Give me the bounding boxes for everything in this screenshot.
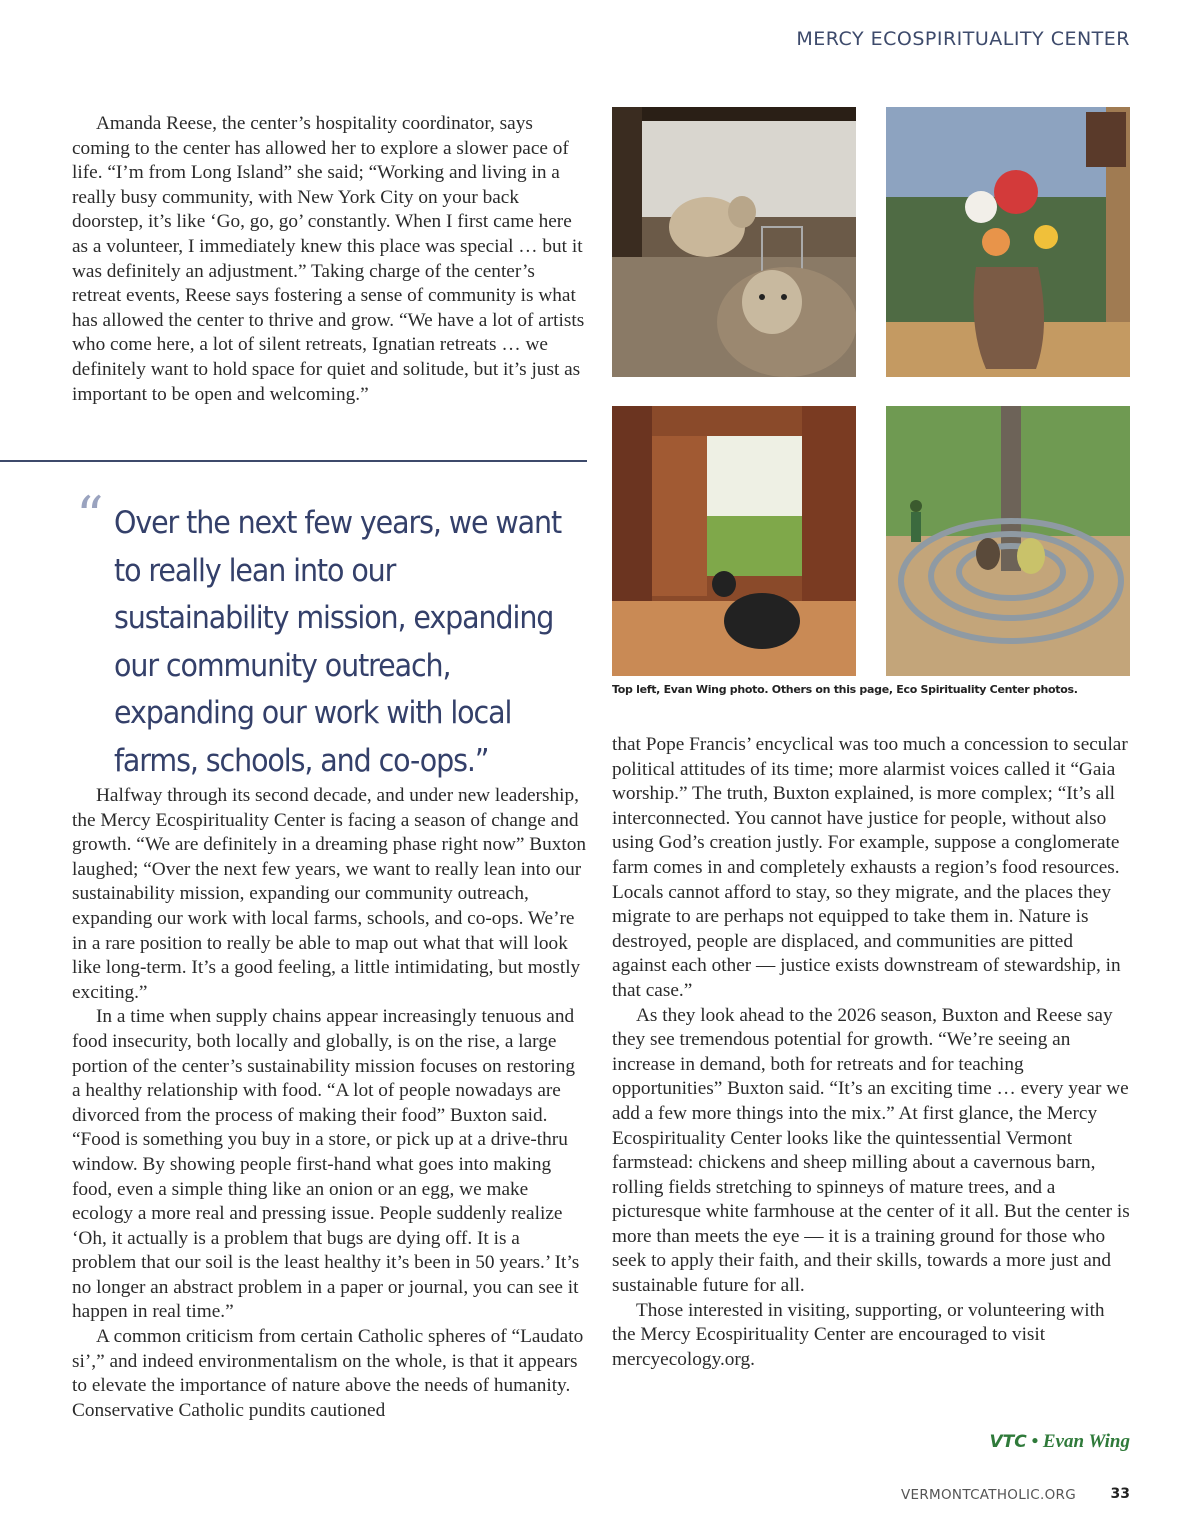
article-paragraph: In a time when supply chains appear increasingly tenuous and food insecurity, both locally and globally, is on the rise, a large portion of the center’s sustainability mission focuses on restoring a healthy relationship with food. “A lot of people nowadays are divorced from the process of making their food” Buxton said. “Food is something you buy in a store, or pick up at a drive-thru window. By showing people first-hand what goes into making food, even a simple thing like an onion or an egg, we make ecology a more real and pressing issue. People suddenly realize ‘Oh, it actually is a problem that bugs are dying off. It is a problem that our soil is the least healthy it’s been in 50 years.’ It’s no longer an abstract problem in a paper or journal, you can see it happen in real time.” <box>72 1006 580 1323</box>
page-number: 33 <box>1110 1486 1130 1502</box>
cat-barn-photo <box>612 406 856 676</box>
byline-separator: • <box>1026 1431 1043 1452</box>
flowers-vase-photo <box>886 107 1130 377</box>
article-paragraph: Amanda Reese, the center’s hospitality coordinator, says coming to the center has allowed her to explore a slower pace of life. “I’m from Long Island” she said; “Working and living in a really busy community, with New York City on your back doorstep, it’s like ‘Go, go, go’ constantly. When I first came here as a volunteer, I immediately knew this place was special … but it was definitely an adjustment.” Taking charge of the center’s retreat events, Reese says fostering a sense of community is what has allowed the center to thrive and grow. “We have a lot of artists who come here, a lot of silent retreats, Ignatian retreats … we definitely want to hold space for quiet and solitude, but it’s just as important to be open and welcoming.” <box>72 113 585 405</box>
stone-labyrinth-photo <box>886 406 1130 676</box>
footer-website: VERMONTCATHOLIC.ORG <box>901 1487 1076 1503</box>
article-paragraph: As they look ahead to the 2026 season, Buxton and Reese say they see tremendous potential for growth. “We’re seeing an increase in demand, both for retreats and for teaching opportunities” Buxton said. “It’s an exciting time … every year we add a few more things into the mix.” At first glance, the Mercy Ecospirituality Center looks like the quintessential Vermont farmstead: chickens and sheep milling about a cavernous barn, rolling fields stretching to spinneys of mature trees, and a picturesque white farmhouse at the center of it all. But the center is more than meets the eye — it is a training ground for those who seek to apply their faith, and their skills, towards a more just and sustainable future for all. <box>612 1004 1130 1297</box>
divider-rule <box>0 460 587 462</box>
byline-author: Evan Wing <box>1042 1431 1130 1452</box>
section-header: MERCY ECOSPIRITUALITY CENTER <box>796 28 1130 50</box>
article-column-left-bottom <box>72 784 588 1423</box>
photo-caption: Top left, Evan Wing photo. Others on this page, Eco Spirituality Center photos. <box>612 683 1078 696</box>
byline <box>989 1431 1130 1453</box>
article-paragraph: A common criticism from certain Catholic spheres of “Laudato si’,” and indeed environmentalism on the whole, is that it appears to elevate the importance of nature above the needs of humanity. Conservative Catholic pundits cautioned <box>72 1326 584 1421</box>
article-paragraph: Halfway through its second decade, and under new leadership, the Mercy Ecospirituality Center is facing a season of change and growth. “We are definitely in a dreaming phase right now” Buxton laughed; “Over the next few years, we want to really lean into our sustainability mission, expanding our community outreach, expanding our work with local farms, schools, and co-ops. We’re in a rare position to really be able to map out what that will look like long-term. It’s a good feeling, a little intimidating, but mostly exciting.” <box>72 785 587 1003</box>
article-paragraph: that Pope Francis’ encyclical was too much a concession to secular political attitudes of its time; more alarmist voices called it “Gaia worship.” The truth, Buxton explained, is more complex; “It’s all interconnected. You cannot have justice for people, without also using God’s creation justly. For example, suppose a conglomerate farm comes in and completely exhausts a region’s food resources. Locals cannot afford to stay, so they migrate, and the places they migrate to are perhaps not equipped to take them in. Nature is destroyed, people are displaced, and communities are pitted against each other — justice exists downstream of stewardship, in that case.” <box>612 734 1128 1001</box>
article-paragraph: Those interested in visiting, supporting, or volunteering with the Mercy Ecospirituality Center are encouraged to visit mercyecology.org. <box>612 1299 1105 1370</box>
pull-quote: Over the next few years, we want to really lean into our sustainability mission, expanding our community outreach, expanding our work with local farms, schools, and co-ops.” <box>114 505 562 779</box>
sheep-photo <box>612 107 856 377</box>
article-column-left-top <box>72 112 588 407</box>
byline-publication: VTC <box>989 1432 1027 1452</box>
article-column-right <box>612 733 1132 1372</box>
quote-mark: “ <box>76 485 104 548</box>
